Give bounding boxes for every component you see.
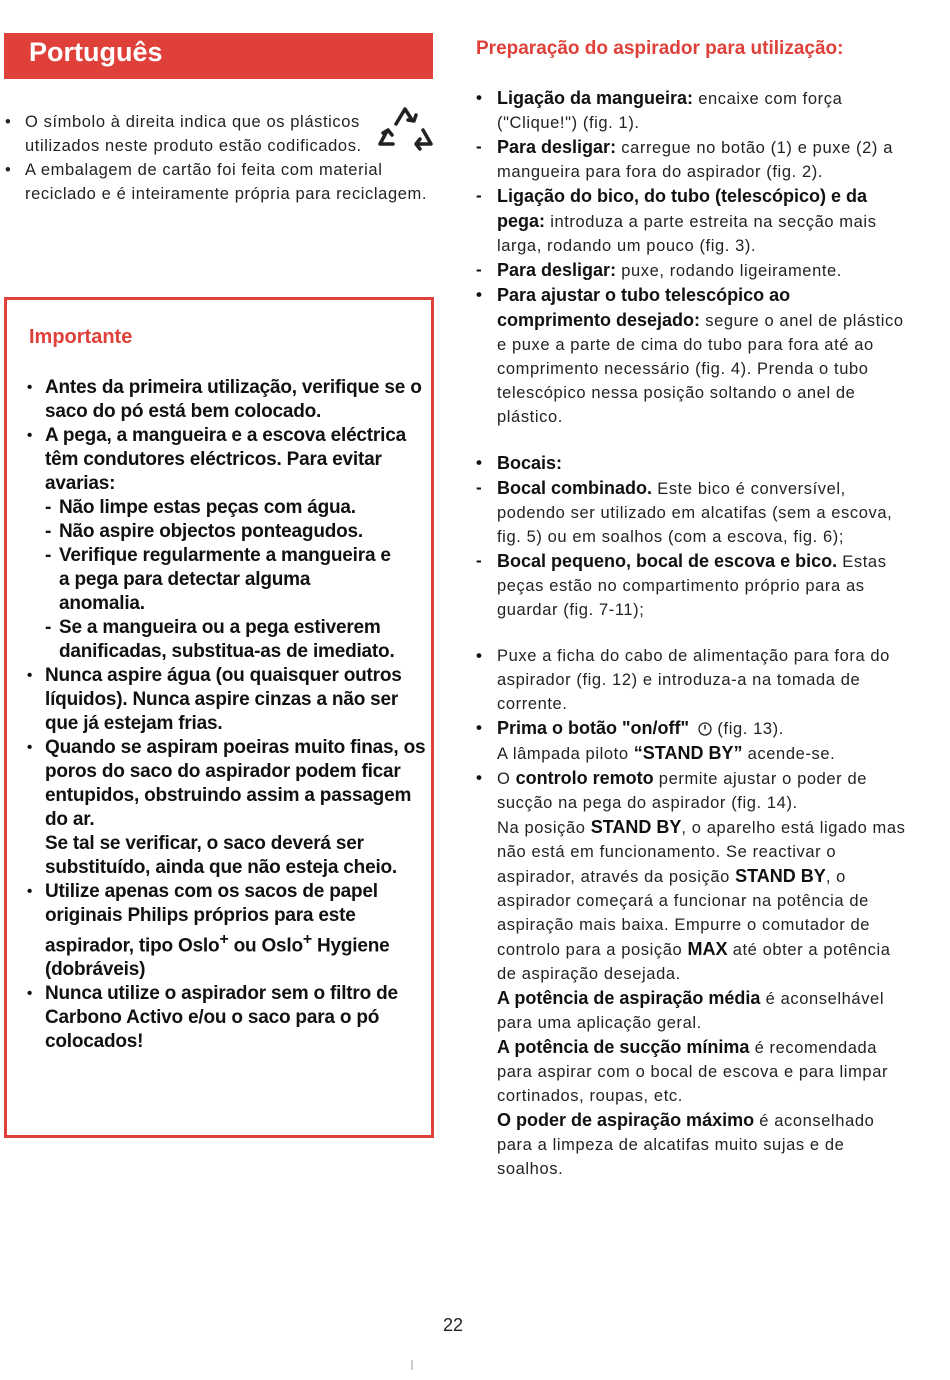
usage-item: • Puxe a ficha do cabo de alimentação para fora do aspirador (fig. 12) e introduza-a na tomada de corrente. (476, 646, 890, 713)
prep-item: • Ligação da mangueira: encaixe com força ("Clique!") (fig. 1). (476, 88, 843, 132)
important-item: • Antes da primeira utilização, verifique se o saco do pó está bem colocado. (27, 377, 422, 422)
important-subitem: - Não limpe estas peças com água. (45, 497, 356, 518)
recycle-icon (375, 100, 435, 156)
important-item: • Utilize apenas com os sacos de papel originais Philips próprios para este aspirador, tipo Oslo+ ou Oslo+ Hygiene (dobráveis) (27, 881, 390, 981)
important-item: • A pega, a mangueira e a escova eléctrica têm condutores eléctricos. Para evitar avarias: (27, 425, 406, 494)
important-item: • Nunca utilize o aspirador sem o filtro de Carbono Activo e/ou o saco para o pó colocados! (27, 983, 398, 1053)
important-subitem: - Verifique regularmente a mangueira e a pega para detectar alguma anomalia. (45, 545, 391, 614)
important-subitem: - Se a mangueira ou a pega estiverem danificadas, substitua-as de imediato. (45, 617, 395, 662)
prep-item: - Para desligar: puxe, rodando ligeiramente. (476, 260, 842, 280)
important-box (4, 297, 434, 1138)
prep-item: - Para desligar: carregue no botão (1) e puxe (2) a mangueira para fora do aspirador (fig. 2). (476, 137, 893, 181)
page-number: 22 (443, 1315, 464, 1335)
important-item: • Nunca aspire água (ou quaisquer outros líquidos). Nunca aspire cinzas a não ser que já estejam frias. (27, 665, 402, 734)
section-title: Português (29, 37, 163, 67)
usage-item: • O controlo remoto permite ajustar o poder de sucção na pega do aspirador (fig. 14). Na posição STAND BY, o aparelho está ligado mas não está em funcionamento. Se reactivar o aspirador, através da posição STAND BY, o aspirador começará a funcionar na potência de aspiração mais baixa. Empurre o comutador de controlo para a posição MAX até obter a potência de aspiração desejada. A potência de aspiração média é aconselhável para uma aplicação geral. A potência de sucção mínima é recomendada para aspirar com o bocal de escova e para limpar cortinados, roupas, etc. O poder de aspiração máximo é aconselhado para a limpeza de alcatifas muito sujas e de soalhos. (476, 768, 906, 1178)
nozzle-item: • Bocais: (476, 453, 563, 473)
nozzle-item: - Bocal combinado. Este bico é conversível, podendo ser utilizado em alcatifas (sem a escova, fig. 5) ou em soalhos (com a escova, fig. 6); (476, 478, 893, 546)
nozzle-item: - Bocal pequeno, bocal de escova e bico. Estas peças estão no compartimento próprio para as guardar (fig. 7-11); (476, 551, 887, 619)
intro-item: • O símbolo à direita indica que os plásticos utilizados neste produto estão codificados. (5, 113, 362, 155)
intro-list (5, 110, 430, 206)
important-item: • Quando se aspiram poeiras muito finas, os poros do saco do aspirador podem ficar entupidos, obstruindo assim a passagem do ar. Se tal se verificar, o saco deverá ser substituído, ainda que não esteja cheio. (27, 737, 426, 878)
usage-item: • Prima o botão "on/off" (fig. 13). A lâmpada piloto “STAND BY” acende-se. (476, 718, 836, 763)
important-subitem: - Não aspire objectos ponteagudos. (45, 521, 363, 542)
preparation-list (476, 86, 908, 1181)
preparation-title: Preparação do aspirador para utilização: (476, 38, 844, 59)
important-list (27, 376, 427, 1054)
prep-item: • Para ajustar o tubo telescópico ao comprimento desejado: segure o anel de plástico e puxe a parte de cima do tubo para fora até ao comprimento necessário (fig. 4). Prenda o tubo telescópico nessa posição soltando o anel de plástico. (476, 285, 904, 426)
section-header (4, 33, 433, 79)
prep-item: - Ligação do bico, do tubo (telescópico) e da pega: introduza a parte estreita na secção mais larga, rodando um pouco (fig. 3). (476, 186, 877, 255)
important-title: Importante (29, 326, 133, 348)
power-icon (698, 722, 712, 736)
intro-item: • A embalagem de cartão foi feita com material reciclado e é inteiramente própria para reciclagem. (5, 161, 428, 203)
edge-mark (411, 1360, 413, 1370)
